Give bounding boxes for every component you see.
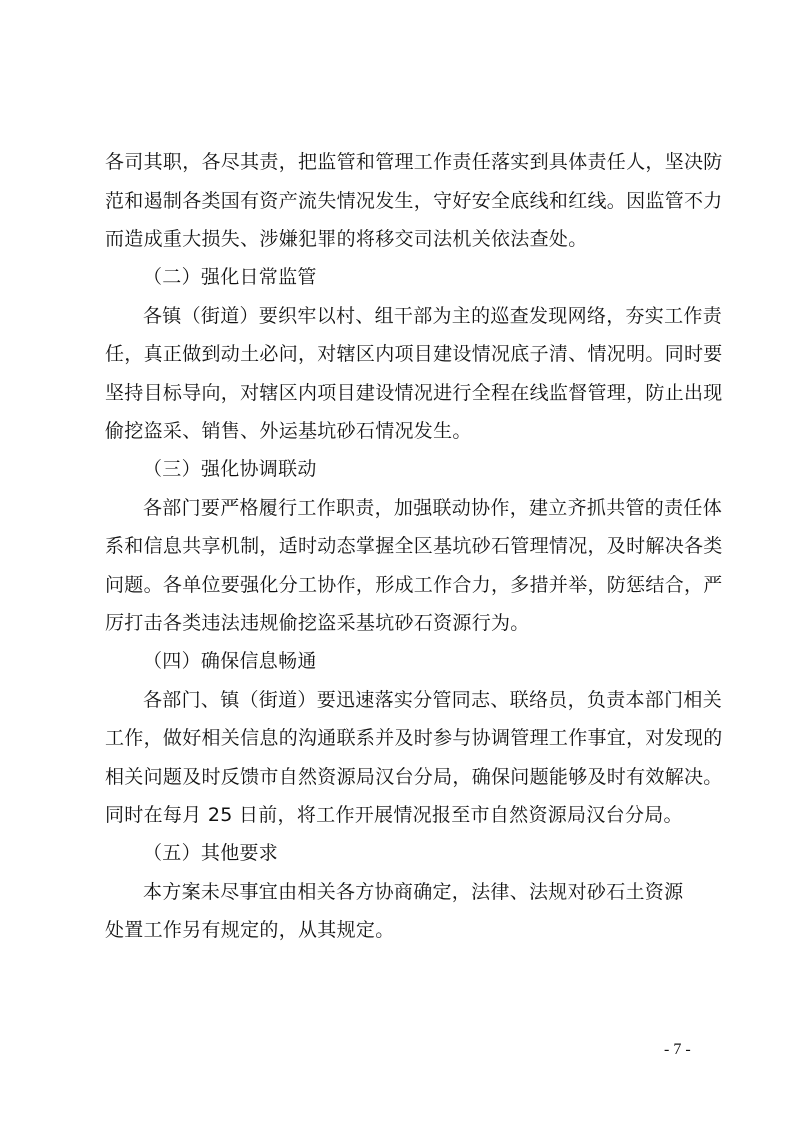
paragraph-line: 偷挖盗采、销售、外运基坑砂石情况发生。 xyxy=(105,420,472,442)
paragraph-line: 系和信息共享机制，适时动态掌握全区基坑砂石管理情况，及时解决各类 xyxy=(105,535,723,557)
paragraph-line: 问题。各单位要强化分工协作，形成工作合力，多措并举，防惩结合，严 xyxy=(105,574,723,596)
paragraph-line: 而造成重大损失、涉嫌犯罪的将移交司法机关依法查处。 xyxy=(105,228,588,250)
paragraph-line: 各部门要严格履行工作职责，加强联动协作，建立齐抓共管的责任体 xyxy=(143,497,723,519)
paragraph-line: 厉打击各类违法违规偷挖盗采基坑砂石资源行为。 xyxy=(105,612,530,634)
paragraph-line: 同时在每月 25 日前，将工作开展情况报至市自然资源局汉台分局。 xyxy=(105,804,683,826)
section-heading: （四）确保信息畅通 xyxy=(143,650,317,672)
paragraph-line: 本方案未尽事宜由相关各方协商确定，法律、法规对砂石土资源 xyxy=(143,881,684,903)
paragraph-line: 处置工作另有规定的，从其规定。 xyxy=(105,919,395,941)
paragraph-line: 坚持目标导向，对辖区内项目建设情况进行全程在线监督管理，防止出现 xyxy=(105,382,723,404)
page-number: - 7 - xyxy=(664,1041,691,1058)
paragraph-line: 各部门、镇（街道）要迅速落实分管同志、联络员，负责本部门相关 xyxy=(143,689,723,711)
section-heading: （二）强化日常监管 xyxy=(143,266,317,288)
paragraph-line: 范和遏制各类国有资产流失情况发生，守好安全底线和红线。因监管不力 xyxy=(105,190,723,212)
section-heading: （五）其他要求 xyxy=(143,842,279,864)
paragraph-line: 各司其职，各尽其责，把监管和管理工作责任落实到具体责任人，坚决防 xyxy=(105,151,723,173)
paragraph-line: 任，真正做到动土必问，对辖区内项目建设情况底子清、情况明。同时要 xyxy=(105,343,723,365)
section-heading: （三）强化协调联动 xyxy=(143,458,317,480)
paragraph-line: 工作，做好相关信息的沟通联系并及时参与协调管理工作事宜，对发现的 xyxy=(105,727,723,749)
paragraph-line: 相关问题及时反馈市自然资源局汉台分局，确保问题能够及时有效解决。 xyxy=(105,766,723,788)
paragraph-line: 各镇（街道）要织牢以村、组干部为主的巡查发现网络，夯实工作责 xyxy=(143,305,723,327)
